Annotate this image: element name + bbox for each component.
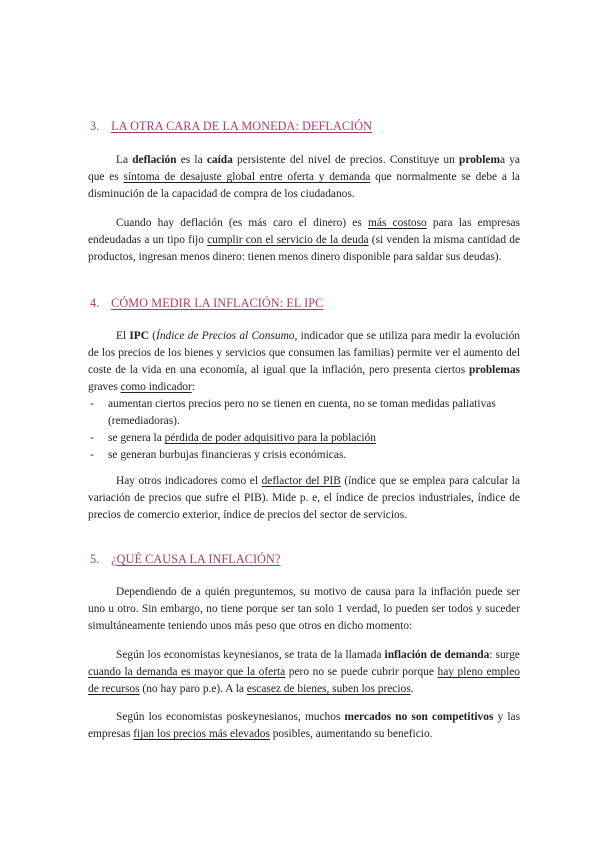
text-run: : <box>191 381 195 394</box>
text-run: El <box>116 330 130 342</box>
text-run: para las empresas endeudadas a un tipo fijo <box>88 217 520 247</box>
paragraph <box>88 473 520 524</box>
text-run: Según los economistas keynesianos, se trata de la llamada <box>116 649 385 661</box>
underlined-phrase: fijan los precios más elevados <box>133 728 270 741</box>
text-run: La <box>116 154 133 166</box>
bold-term: problemas <box>468 364 520 377</box>
underlined-phrase: hay pleno empleo de recursos <box>88 666 520 696</box>
list-item-text: se generan burbujas financieras y crisis económicas. <box>108 449 347 462</box>
text-run: a ya que es <box>88 154 520 184</box>
text-run: Hay otros indicadores como el <box>116 475 262 487</box>
paragraph <box>88 647 520 698</box>
bold-term: caída <box>206 154 233 166</box>
text-run: graves <box>88 381 121 394</box>
list-item <box>88 430 520 447</box>
list-item-text: aumentan ciertos precios pero no se tienen en cuenta, no se toman medidas paliativas (remediadoras). <box>108 398 496 428</box>
text-run: (índice que se emplea para calcular la variación de precios que sufre el PIB). Mide p. e, el índice de precios industriales, índice de precios de comercio exterior, índice de precios del sector de servicios. <box>88 475 521 522</box>
underlined-phrase: pérdida de poder adquisitivo para la población <box>164 432 376 445</box>
text-run: pero no se puede cubrir porque <box>285 666 438 679</box>
section-3-heading <box>90 119 372 134</box>
bold-term: IPC <box>129 330 149 342</box>
underlined-phrase: cumplir con el servicio de la deuda <box>207 234 369 247</box>
bullet-list <box>88 396 520 464</box>
section-number: 3. <box>90 119 100 133</box>
section-5-heading <box>90 552 280 567</box>
text-run: indicador que se utiliza para medir la evolución de los precios de los bienes y servicios que consumen las familias) permite ver el aumento del coste de la vida en una economía, al igual que la inflación, pero presenta ciertos <box>88 330 520 377</box>
text-run: y las empresas <box>88 711 521 741</box>
paragraph <box>88 328 520 396</box>
underlined-phrase: más costoso <box>367 217 427 229</box>
bold-term: mercados no son competitivos <box>344 711 494 723</box>
text-run: (no hay paro p.e). A la <box>139 683 247 696</box>
underlined-phrase: síntoma de desajuste global entre oferta y demanda <box>123 171 371 184</box>
underlined-phrase: cuando la demanda es mayor que la oferta <box>88 666 286 679</box>
section-number: 4. <box>90 296 100 310</box>
list-item-text: se genera la <box>108 432 165 445</box>
paragraph: Dependiendo de a quién preguntemos, su motivo de causa para la inflación puede ser uno u otro. Sin embargo, no tiene porque ser tan solo 1 verdad, lo pueden ser todos y suceder simultáneamente teniendo unos más peso que otros en dicho momento: <box>88 586 520 633</box>
bold-term: inflación de demanda <box>384 649 490 661</box>
text-run: que normalmente se debe a la disminución de la capacidad de compra de los ciudadanos. <box>88 171 520 201</box>
section-title: CÓMO MEDIR LA INFLACIÓN: EL IPC <box>111 296 324 310</box>
text-run: . <box>410 683 414 696</box>
text-run: Cuando hay deflación (es más caro el dinero) es <box>116 217 368 229</box>
bold-term: deflación <box>132 154 177 166</box>
paragraph <box>88 709 520 743</box>
section-number: 5. <box>90 552 100 566</box>
list-item <box>88 447 520 464</box>
text-run: persistente del nivel de precios. Constituye un <box>232 154 460 166</box>
paragraph <box>88 152 520 203</box>
text-run: : surge <box>489 649 520 661</box>
text-run: ( <box>149 330 157 342</box>
text-run: es la <box>176 154 207 166</box>
text-run: Según los economistas poskeynesianos, muchos <box>116 711 345 723</box>
section-title: ¿QUÉ CAUSA LA INFLACIÓN? <box>111 552 281 566</box>
bold-term: problem <box>459 154 500 166</box>
section-4-heading <box>90 296 323 311</box>
underlined-phrase: como indicador <box>120 381 192 394</box>
section-title: LA OTRA CARA DE LA MONEDA: DEFLACIÓN <box>111 119 373 133</box>
list-item <box>88 396 520 430</box>
italic-phrase: Índice de Precios al Consumo, <box>156 330 298 342</box>
underlined-phrase: escasez de bienes, suben los precios <box>246 683 411 696</box>
underlined-phrase: deflactor del PIB <box>261 475 341 487</box>
text-run: (si venden la misma cantidad de productos, ingresan menos dinero: tienen menos dinero disponible para saldar sus deudas). <box>88 234 520 264</box>
paragraph <box>88 215 520 266</box>
text-run: posibles, aumentando su beneficio. <box>269 728 433 741</box>
